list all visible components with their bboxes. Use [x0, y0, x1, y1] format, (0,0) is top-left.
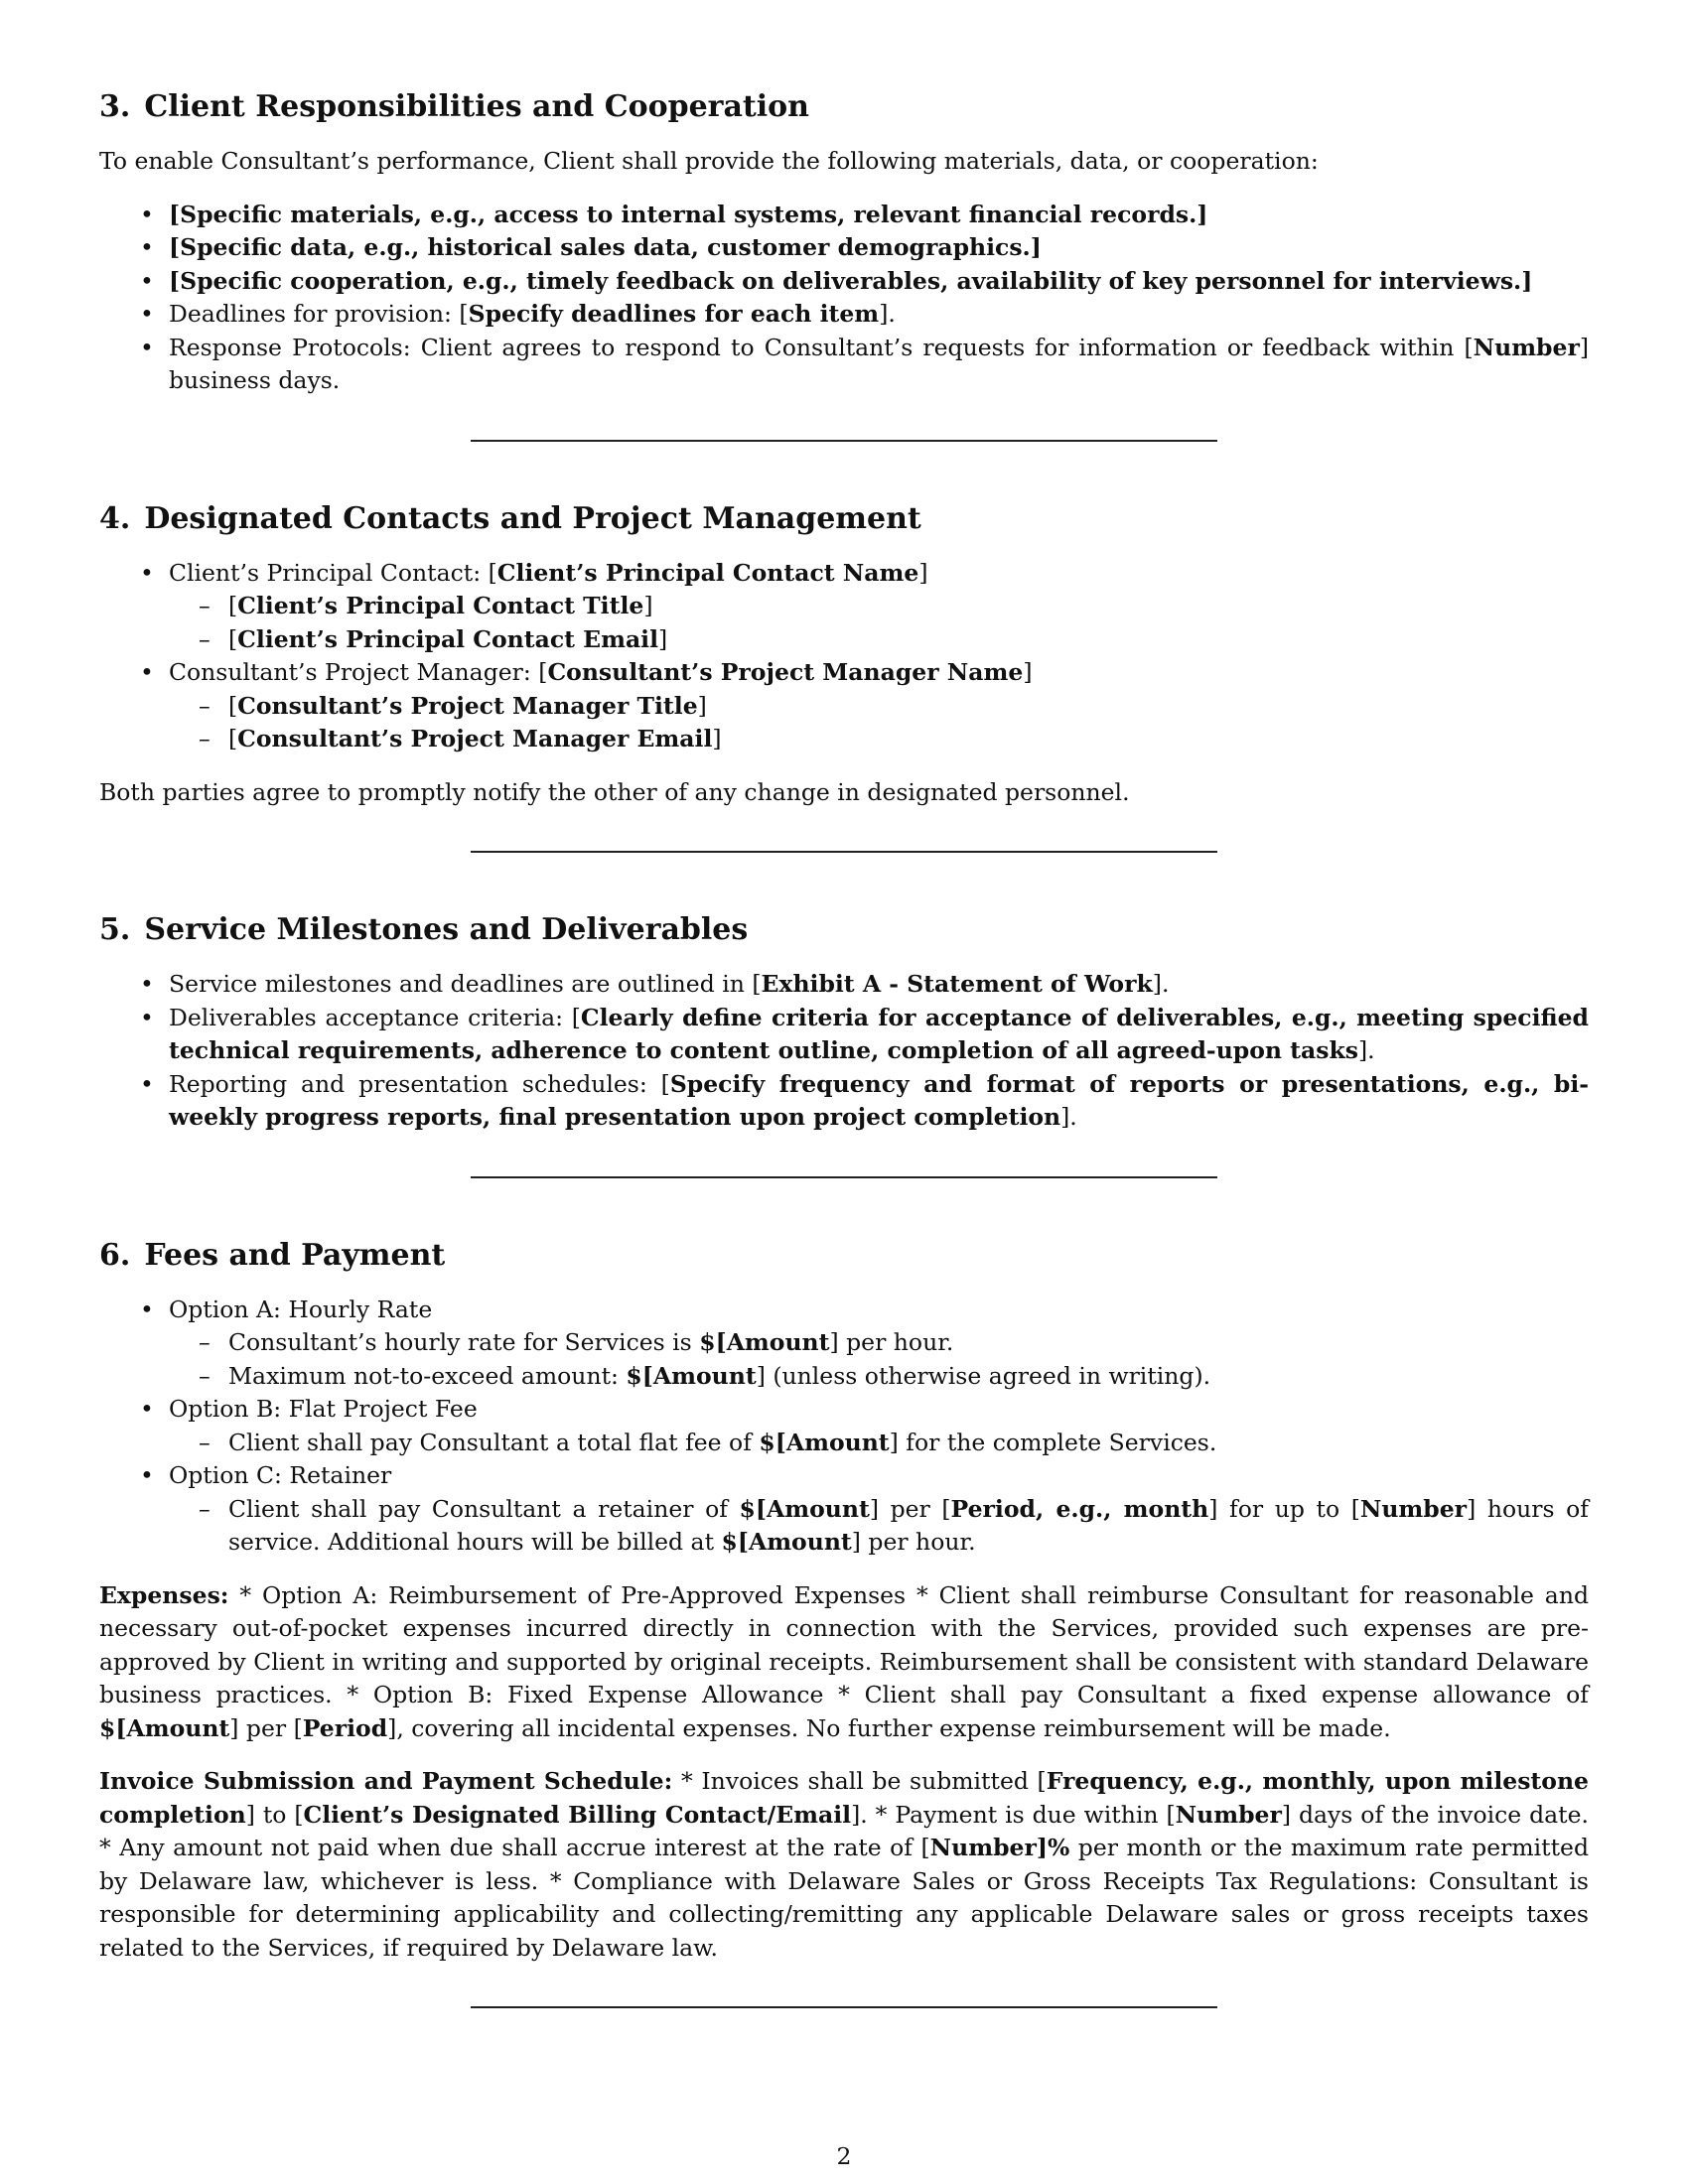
responsibilities-list — [99, 199, 1589, 398]
placeholder-text: $[Amount — [721, 1528, 852, 1556]
paragraph-text: ] to [ — [245, 1800, 304, 1829]
paragraph-label: Invoice Submission and Payment Schedule: — [99, 1767, 673, 1795]
item-text: ]. — [879, 300, 896, 328]
section-4 — [99, 501, 1589, 810]
fee-options-list — [99, 1294, 1589, 1560]
paragraph-text: * Invoices shall be submitted [ — [672, 1767, 1047, 1795]
item-text: Service milestones and deadlines are outlined in [ — [169, 970, 762, 998]
item-text: [ — [228, 592, 238, 619]
section-heading — [99, 1238, 1589, 1274]
list-item — [99, 265, 1589, 299]
item-text: Option A: Hourly Rate — [169, 1295, 433, 1323]
placeholder-text: Number — [1175, 1800, 1282, 1829]
list-item — [99, 199, 1589, 232]
sub-list-item — [169, 690, 1589, 724]
list-item — [99, 332, 1589, 398]
item-text: ] — [712, 725, 722, 752]
placeholder-text: Client’s Principal Contact Email — [237, 624, 659, 653]
section-divider — [471, 440, 1217, 442]
section-intro: To enable Consultant’s performance, Client shall provide the following materials, data, or cooperation: — [99, 147, 1319, 175]
item-text: Reporting and presentation schedules: [ — [169, 1069, 670, 1098]
item-text: Client shall pay Consultant a total flat fee of — [228, 1428, 760, 1456]
item-text: Deadlines for provision: [ — [169, 300, 469, 328]
item-text: [ — [228, 725, 238, 752]
list-item — [99, 1459, 1589, 1560]
item-text: ]. — [1357, 1036, 1375, 1064]
item-text: Client shall pay Consultant a retainer of — [228, 1494, 740, 1523]
placeholder-text: Client’s Designated Billing Contact/Email — [303, 1800, 852, 1829]
section-title: Fees and Payment — [144, 1237, 446, 1273]
item-text: ] hours of service. Additional hours will be billed at — [228, 1494, 1589, 1556]
placeholder-text: Frequency, e.g., monthly, upon milestone completion — [99, 1767, 1589, 1829]
sub-list — [169, 590, 1589, 656]
sub-list — [169, 690, 1589, 756]
sub-list — [169, 1326, 1589, 1393]
placeholder-text: Period, e.g., month — [950, 1494, 1209, 1523]
paragraph-text: ] per [ — [229, 1713, 303, 1742]
placeholder-text: [Specific cooperation, e.g., timely feedback on deliverables, availability of key personnel for interviews.] — [169, 266, 1533, 295]
sub-list-item — [169, 1493, 1589, 1560]
section-divider — [471, 1176, 1217, 1178]
section-5 — [99, 912, 1589, 1135]
placeholder-text: $[Amount — [699, 1328, 830, 1356]
placeholder-text: Consultant’s Project Manager Title — [237, 691, 698, 720]
paragraph-text: per month or the maximum rate permitted by Delaware law, whichever is less. * Compliance with Delaware Sales or Gross Receipts Tax Regulations: Consultant is responsible for determining applicability and collecting/remitting any applicable Delaware sales or gross receipts taxes related to the Services, if required by Delaware law. — [99, 1834, 1589, 1962]
placeholder-text: Client’s Principal Contact Title — [237, 592, 644, 619]
item-text: ]. — [1060, 1103, 1077, 1131]
item-text: Consultant’s Project Manager: [ — [169, 658, 548, 686]
item-text: Deliverables acceptance criteria: [ — [169, 1003, 581, 1031]
item-text: ] — [918, 558, 928, 587]
item-text: Client’s Principal Contact: [ — [169, 558, 497, 587]
placeholder-text: Number]% — [929, 1834, 1070, 1861]
section-number: 3. — [99, 89, 131, 124]
expenses-paragraph — [99, 1579, 1589, 1746]
item-text: ] for the complete Services. — [889, 1428, 1217, 1456]
placeholder-text: Period — [302, 1713, 388, 1742]
paragraph-text: ], covering all incidental expenses. No further expense reimbursement will be made. — [387, 1713, 1391, 1742]
placeholder-text: $[Amount — [759, 1428, 890, 1456]
page-number: 2 — [836, 2142, 852, 2170]
item-text: Option B: Flat Project Fee — [169, 1395, 478, 1423]
item-text: ]. — [1152, 970, 1170, 998]
placeholder-text: Client’s Principal Contact Name — [496, 558, 919, 587]
placeholder-text: Exhibit A - Statement of Work — [761, 970, 1153, 998]
paragraph-label: Expenses: — [99, 1580, 229, 1609]
placeholder-text: [Specific materials, e.g., access to internal systems, relevant financial records.] — [169, 200, 1208, 228]
section-title: Designated Contacts and Project Management — [144, 500, 921, 536]
item-text: ] per hour. — [851, 1528, 976, 1556]
invoice-paragraph — [99, 1765, 1589, 1965]
list-item — [99, 298, 1589, 332]
sub-list-item — [169, 590, 1589, 623]
section-number: 5. — [99, 912, 131, 947]
section-heading — [99, 501, 1589, 537]
item-text: ] per [ — [869, 1494, 951, 1523]
sub-list — [169, 1427, 1589, 1460]
item-text: ] — [1023, 658, 1033, 686]
placeholder-text: [Specific data, e.g., historical sales data, customer demographics.] — [169, 233, 1042, 261]
placeholder-text: $[Amount — [626, 1361, 757, 1390]
section-number: 6. — [99, 1237, 131, 1273]
list-item — [99, 557, 1589, 657]
milestones-list — [99, 968, 1589, 1135]
item-text: ] (unless otherwise agreed in writing). — [756, 1361, 1211, 1390]
section-paragraph: Both parties agree to promptly notify the other of any change in designated personnel. — [99, 777, 1130, 806]
placeholder-text: $[Amount — [739, 1494, 870, 1523]
placeholder-text: Specify deadlines for each item — [468, 300, 880, 328]
section-3 — [99, 89, 1589, 398]
contacts-list — [99, 557, 1589, 756]
section-number: 4. — [99, 500, 131, 536]
item-text: ] per hour. — [829, 1328, 954, 1356]
list-item — [99, 231, 1589, 265]
paragraph-text: * Option A: Reimbursement of Pre-Approved Expenses * Client shall reimburse Consultant for reasonable and necessary out-of-pocket expenses incurred directly in connection with the Services, provided such expenses are pre-approved by Client in writing and supported by original receipts. Reimbursement shall be consistent with standard Delaware business practices. * Option B: Fixed Expense Allowance * Client shall pay Consultant a fixed expense allowance of — [99, 1580, 1589, 1708]
item-text: [ — [228, 624, 238, 653]
section-heading — [99, 912, 1589, 948]
document-page — [99, 89, 1589, 2068]
section-heading — [99, 89, 1589, 125]
section-title: Client Responsibilities and Cooperation — [144, 89, 809, 124]
sub-list-item — [169, 723, 1589, 756]
section-6 — [99, 1238, 1589, 1966]
placeholder-text: Number — [1359, 1494, 1468, 1523]
item-text: ] for up to [ — [1208, 1494, 1360, 1523]
list-item — [99, 1068, 1589, 1135]
item-text: ] — [643, 592, 653, 619]
sub-list — [169, 1493, 1589, 1560]
list-item — [99, 656, 1589, 756]
sub-list-item — [169, 1326, 1589, 1360]
paragraph-text: ] days of the invoice date. * Any amount not paid when due shall accrue interest at the rate of [ — [99, 1800, 1589, 1861]
placeholder-text: Specify frequency and format of reports or presentations, e.g., bi-weekly progress reports, final presentation upon project completion — [169, 1069, 1590, 1131]
list-item — [99, 1393, 1589, 1459]
placeholder-text: Clearly define criteria for acceptance of deliverables, e.g., meeting specified technical requirements, adherence to content outline, completion of all agreed-upon tasks — [169, 1003, 1589, 1064]
section-divider — [471, 851, 1217, 853]
placeholder-text: Consultant’s Project Manager Name — [547, 658, 1024, 686]
sub-list-item — [169, 1360, 1589, 1394]
placeholder-text: $[Amount — [99, 1713, 230, 1742]
list-item — [99, 1002, 1589, 1068]
list-item — [99, 968, 1589, 1002]
item-text: [ — [228, 691, 238, 720]
item-text: Consultant’s hourly rate for Services is — [228, 1328, 700, 1356]
paragraph-text: ]. * Payment is due within [ — [851, 1800, 1176, 1829]
placeholder-text: Number — [1473, 333, 1580, 361]
list-item — [99, 1294, 1589, 1394]
item-text: ] — [658, 624, 668, 653]
section-divider — [471, 2006, 1217, 2008]
sub-list-item — [169, 623, 1589, 657]
placeholder-text: Consultant’s Project Manager Email — [237, 725, 713, 752]
item-text: Response Protocols: Client agrees to respond to Consultant’s requests for information or feedback within [ — [169, 333, 1474, 361]
item-text: ] — [697, 691, 707, 720]
section-title: Service Milestones and Deliverables — [144, 912, 749, 947]
item-text: ] business days. — [169, 333, 1589, 394]
item-text: Option C: Retainer — [169, 1461, 392, 1489]
item-text: Maximum not-to-exceed amount: — [228, 1361, 627, 1390]
sub-list-item — [169, 1427, 1589, 1460]
